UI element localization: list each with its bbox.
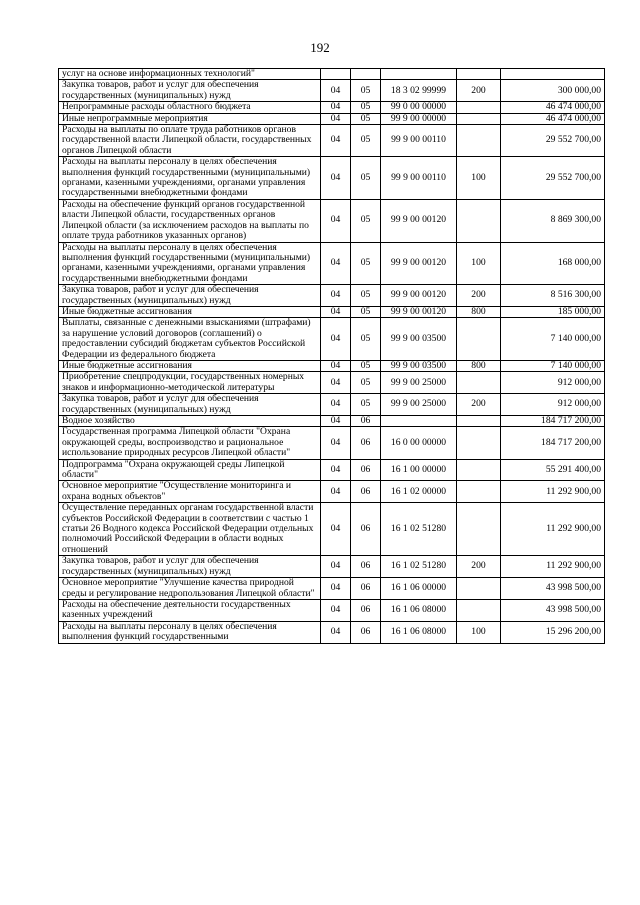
amount-cell: 185 000,00 (501, 306, 605, 317)
expense-name-cell: Выплаты, связанные с денежными взысканиями (штрафами) за нарушение условий договоров (соглашений) о предоставлении субсидий бюджетам субъектов Российской Федерации из федерального бюджета (59, 318, 321, 361)
amount-cell: 7 140 000,00 (501, 360, 605, 371)
expense-name-cell: Закупка товаров, работ и услуг для обеспечения государственных (муниципальных) нужд (59, 285, 321, 307)
target-article-cell: 16 1 02 51280 (381, 503, 457, 556)
amount-cell: 11 292 900,00 (501, 503, 605, 556)
subsection-code-cell: 05 (351, 285, 381, 307)
expense-name-cell: Закупка товаров, работ и услуг для обеспечения государственных (муниципальных) нужд (59, 80, 321, 102)
target-article-cell: 99 9 00 00120 (381, 242, 457, 285)
table-row (59, 80, 605, 102)
subsection-code-cell: 05 (351, 199, 381, 242)
subsection-code-cell: 05 (351, 157, 381, 200)
expense-name-cell: Расходы на выплаты по оплате труда работников органов государственной власти Липецкой области, государственных органов Липецкой области (59, 125, 321, 157)
expense-type-cell: 200 (457, 556, 501, 578)
subsection-code-cell: 05 (351, 360, 381, 371)
section-code-cell: 04 (321, 372, 351, 394)
target-article-cell: 99 9 00 25000 (381, 394, 457, 416)
subsection-code-cell: 05 (351, 125, 381, 157)
section-code-cell: 04 (321, 157, 351, 200)
expense-type-cell: 100 (457, 157, 501, 200)
target-article-cell (381, 416, 457, 427)
amount-cell: 8 869 300,00 (501, 199, 605, 242)
expense-name-cell: Расходы на выплаты персоналу в целях обеспечения выполнения функций государственными (муниципальными) органами, казенными учреждениями, органами управления государственными внебюджетными фондами (59, 157, 321, 200)
amount-cell: 300 000,00 (501, 80, 605, 102)
expense-name-cell: Государственная программа Липецкой области "Охрана окружающей среды, воспроизводство и рациональное использование природных ресурсов Липецкой области" (59, 427, 321, 459)
target-article-cell: 16 1 00 00000 (381, 459, 457, 481)
subsection-code-cell: 05 (351, 113, 381, 124)
expense-type-cell (457, 125, 501, 157)
section-code-cell: 04 (321, 199, 351, 242)
target-article-cell: 99 9 00 03500 (381, 318, 457, 361)
amount-cell: 912 000,00 (501, 394, 605, 416)
expense-name-cell: Основное мероприятие "Улучшение качества природной среды и регулирование недропользования Липецкой области" (59, 578, 321, 600)
table-row (59, 318, 605, 361)
expense-name-cell: Основное мероприятие "Осуществление мониторинга и охрана водных объектов" (59, 481, 321, 503)
amount-cell (501, 69, 605, 80)
expense-type-cell: 800 (457, 306, 501, 317)
subsection-code-cell: 05 (351, 394, 381, 416)
section-code-cell: 04 (321, 416, 351, 427)
target-article-cell: 99 9 00 00120 (381, 306, 457, 317)
amount-cell: 912 000,00 (501, 372, 605, 394)
expense-name-cell: услуг на основе информационных технологий" (59, 69, 321, 80)
subsection-code-cell: 05 (351, 372, 381, 394)
amount-cell: 184 717 200,00 (501, 427, 605, 459)
section-code-cell: 04 (321, 80, 351, 102)
table-row (59, 621, 605, 643)
expense-type-cell (457, 69, 501, 80)
table-row (59, 481, 605, 503)
target-article-cell (381, 69, 457, 80)
expense-type-cell (457, 113, 501, 124)
amount-cell: 184 717 200,00 (501, 416, 605, 427)
subsection-code-cell: 05 (351, 306, 381, 317)
amount-cell: 168 000,00 (501, 242, 605, 285)
subsection-code-cell: 06 (351, 599, 381, 621)
amount-cell: 8 516 300,00 (501, 285, 605, 307)
expense-type-cell (457, 459, 501, 481)
amount-cell: 43 998 500,00 (501, 599, 605, 621)
expense-type-cell: 200 (457, 80, 501, 102)
section-code-cell: 04 (321, 503, 351, 556)
expense-type-cell (457, 102, 501, 113)
target-article-cell: 99 9 00 00000 (381, 113, 457, 124)
subsection-code-cell: 06 (351, 427, 381, 459)
expense-name-cell: Подпрограмма "Охрана окружающей среды Липецкой области" (59, 459, 321, 481)
expense-name-cell: Расходы на выплаты персоналу в целях обеспечения выполнения функций государственными (59, 621, 321, 643)
table-row (59, 285, 605, 307)
subsection-code-cell: 06 (351, 416, 381, 427)
section-code-cell (321, 69, 351, 80)
expense-type-cell (457, 481, 501, 503)
expense-name-cell: Закупка товаров, работ и услуг для обеспечения государственных (муниципальных) нужд (59, 556, 321, 578)
table-row (59, 113, 605, 124)
subsection-code-cell: 06 (351, 578, 381, 600)
section-code-cell: 04 (321, 621, 351, 643)
table-row (59, 102, 605, 113)
expense-type-cell: 100 (457, 242, 501, 285)
expense-name-cell: Расходы на обеспечение функций органов государственной власти Липецкой области, государственных органов Липецкой области (за исключением расходов на выплаты по оплате труда работников указанных органов) (59, 199, 321, 242)
table-row (59, 69, 605, 80)
budget-table-body (59, 69, 605, 644)
amount-cell: 11 292 900,00 (501, 481, 605, 503)
target-article-cell: 16 0 00 00000 (381, 427, 457, 459)
subsection-code-cell: 06 (351, 503, 381, 556)
target-article-cell: 99 9 00 00110 (381, 157, 457, 200)
subsection-code-cell: 05 (351, 242, 381, 285)
expense-type-cell (457, 372, 501, 394)
expense-type-cell: 200 (457, 394, 501, 416)
expense-name-cell: Иные бюджетные ассигнования (59, 360, 321, 371)
subsection-code-cell: 06 (351, 459, 381, 481)
amount-cell: 15 296 200,00 (501, 621, 605, 643)
amount-cell: 11 292 900,00 (501, 556, 605, 578)
section-code-cell: 04 (321, 459, 351, 481)
budget-table (58, 68, 605, 644)
expense-type-cell: 100 (457, 621, 501, 643)
table-row (59, 416, 605, 427)
target-article-cell: 16 1 06 08000 (381, 599, 457, 621)
expense-name-cell: Осуществление переданных органам государственной власти субъектов Российской Федерации в соответствии с частью 1 статьи 26 Водного кодекса Российской Федерации отдельных полномочий Российской Федерации в области водных отношений (59, 503, 321, 556)
table-row (59, 306, 605, 317)
subsection-code-cell: 05 (351, 80, 381, 102)
expense-name-cell: Иные бюджетные ассигнования (59, 306, 321, 317)
section-code-cell: 04 (321, 360, 351, 371)
section-code-cell: 04 (321, 481, 351, 503)
amount-cell: 46 474 000,00 (501, 113, 605, 124)
target-article-cell: 16 1 06 00000 (381, 578, 457, 600)
amount-cell: 43 998 500,00 (501, 578, 605, 600)
target-article-cell: 18 3 02 99999 (381, 80, 457, 102)
table-row (59, 242, 605, 285)
table-row (59, 372, 605, 394)
section-code-cell: 04 (321, 125, 351, 157)
table-row (59, 599, 605, 621)
amount-cell: 7 140 000,00 (501, 318, 605, 361)
section-code-cell: 04 (321, 318, 351, 361)
target-article-cell: 99 9 00 25000 (381, 372, 457, 394)
expense-name-cell: Водное хозяйство (59, 416, 321, 427)
table-row (59, 556, 605, 578)
expense-type-cell: 800 (457, 360, 501, 371)
expense-type-cell (457, 578, 501, 600)
target-article-cell: 16 1 02 00000 (381, 481, 457, 503)
section-code-cell: 04 (321, 394, 351, 416)
expense-type-cell (457, 599, 501, 621)
target-article-cell: 99 9 00 00120 (381, 199, 457, 242)
table-row (59, 503, 605, 556)
subsection-code-cell: 05 (351, 318, 381, 361)
expense-type-cell (457, 318, 501, 361)
section-code-cell: 04 (321, 578, 351, 600)
target-article-cell: 99 0 00 00000 (381, 102, 457, 113)
target-article-cell: 16 1 06 08000 (381, 621, 457, 643)
expense-name-cell: Непрограммные расходы областного бюджета (59, 102, 321, 113)
expense-name-cell: Закупка товаров, работ и услуг для обеспечения государственных (муниципальных) нужд (59, 394, 321, 416)
table-row (59, 360, 605, 371)
subsection-code-cell: 06 (351, 556, 381, 578)
target-article-cell: 99 9 00 00110 (381, 125, 457, 157)
amount-cell: 29 552 700,00 (501, 125, 605, 157)
target-article-cell: 99 9 00 00120 (381, 285, 457, 307)
subsection-code-cell (351, 69, 381, 80)
section-code-cell: 04 (321, 556, 351, 578)
section-code-cell: 04 (321, 599, 351, 621)
expense-name-cell: Расходы на выплаты персоналу в целях обеспечения выполнения функций государственными (муниципальными) органами, казенными учреждениями, органами управления государственными внебюджетными фондами (59, 242, 321, 285)
expense-name-cell: Приобретение спецпродукции, государственных номерных знаков и информационно-методической литературы (59, 372, 321, 394)
expense-type-cell: 200 (457, 285, 501, 307)
section-code-cell: 04 (321, 242, 351, 285)
section-code-cell: 04 (321, 306, 351, 317)
table-row (59, 394, 605, 416)
expense-type-cell (457, 427, 501, 459)
table-row (59, 125, 605, 157)
amount-cell: 55 291 400,00 (501, 459, 605, 481)
table-row (59, 157, 605, 200)
table-row (59, 578, 605, 600)
expense-type-cell (457, 416, 501, 427)
page-number: 192 (310, 40, 330, 55)
subsection-code-cell: 06 (351, 621, 381, 643)
target-article-cell: 16 1 02 51280 (381, 556, 457, 578)
subsection-code-cell: 06 (351, 481, 381, 503)
target-article-cell: 99 9 00 03500 (381, 360, 457, 371)
expense-type-cell (457, 199, 501, 242)
section-code-cell: 04 (321, 113, 351, 124)
table-row (59, 427, 605, 459)
section-code-cell: 04 (321, 102, 351, 113)
table-row (59, 199, 605, 242)
amount-cell: 29 552 700,00 (501, 157, 605, 200)
section-code-cell: 04 (321, 427, 351, 459)
subsection-code-cell: 05 (351, 102, 381, 113)
table-row (59, 459, 605, 481)
expense-name-cell: Расходы на обеспечение деятельности государственных казенных учреждений (59, 599, 321, 621)
amount-cell: 46 474 000,00 (501, 102, 605, 113)
section-code-cell: 04 (321, 285, 351, 307)
expense-name-cell: Иные непрограммные мероприятия (59, 113, 321, 124)
expense-type-cell (457, 503, 501, 556)
